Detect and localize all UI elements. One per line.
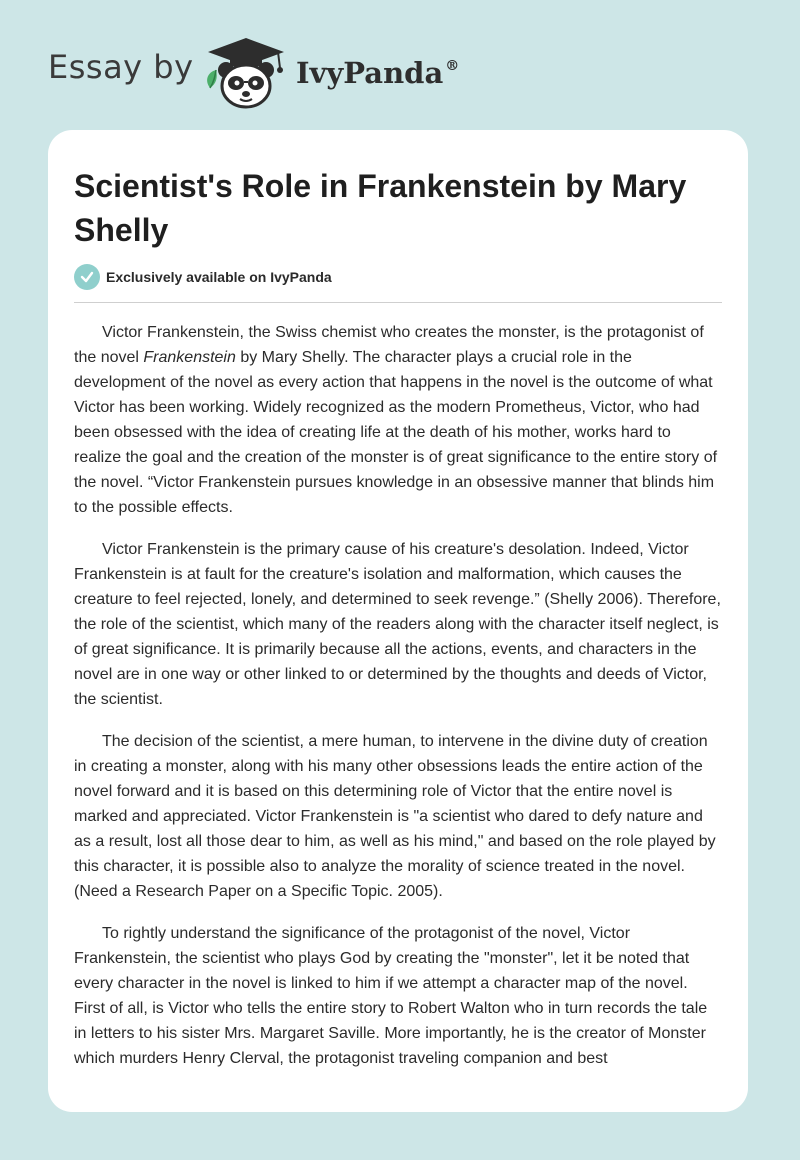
exclusive-badge xyxy=(74,263,332,291)
paragraph-3: The decision of the scientist, a mere human, to intervene in the divine duty of creation in creating a monster, along with his many other obsessions leads the entire action of the novel forward and it is based on this determining role of Victor that the entire novel is marked and appreciated. Victor Frankenstein is "a scientist who dared to defy nature and as a result, lost all those dear to him, as well as his mind," and based on the role played by this character, it is possible also to analyze the morality of science treated in the novel. (Need a Research Paper on a Specific Topic. 2005). xyxy=(74,733,716,900)
book-title-italic: Frankenstein xyxy=(143,349,236,366)
panda-graduate-icon[interactable] xyxy=(200,36,292,110)
registered-mark: ® xyxy=(445,58,460,74)
brand-name[interactable] xyxy=(296,56,459,90)
essay-body xyxy=(74,320,722,1088)
badge-text: Exclusively available on IvyPanda xyxy=(106,269,332,285)
divider xyxy=(74,302,722,303)
paragraph-1-part-a: Victor Frankenstein, the Swiss chemist who creates the monster, is the protagonist of the novel xyxy=(74,324,704,366)
essay-card xyxy=(48,130,748,1112)
essay-by-label: Essay by xyxy=(48,48,194,86)
paragraph-1 xyxy=(74,320,722,520)
paragraph-4: To rightly understand the significance of the protagonist of the novel, Victor Frankenstein, the scientist who plays God by creating the "monster", let it be noted that every character in the novel is linked to him if we attempt a character map of the novel. First of all, is Victor who tells the entire story to Robert Walton who in turn records the tale in letters to his sister Mrs. Margaret Saville. More importantly, he is the creator of Monster which murders Henry Clerval, the protagonist traveling companion and best xyxy=(74,925,708,1067)
site-header xyxy=(0,0,800,130)
brand-text: IvyPanda xyxy=(296,56,444,90)
check-icon xyxy=(74,264,100,290)
page-title: Scientist's Role in Frankenstein by Mary Shelly xyxy=(74,168,687,248)
paragraph-1-part-b: by Mary Shelly. The character plays a crucial role in the development of the novel as every action that happens in the novel is the outcome of what Victor has been working. Widely recognized as the modern Prometheus, Victor, who had been obsessed with the idea of creating life at the death of his mother, works hard to realize the goal and the creation of the monster is of great significance to the entire story of the novel. “Victor Frankenstein pursues knowledge in an obsessive manner that blinds him to the possible effects. xyxy=(74,349,718,516)
paragraph-2: Victor Frankenstein is the primary cause of his creature's desolation. Indeed, Victor Frankenstein is at fault for the creature's isolation and malformation, which causes the creature to feel rejected, lonely, and determined to seek revenge.” (Shelly 2006). Therefore, the role of the scientist, which many of the readers along with the character itself neglect, is of great significance. It is primarily because all the actions, events, and characters in the novel are in one way or other linked to or determined by the thoughts and deeds of Victor, the scientist. xyxy=(74,541,721,708)
